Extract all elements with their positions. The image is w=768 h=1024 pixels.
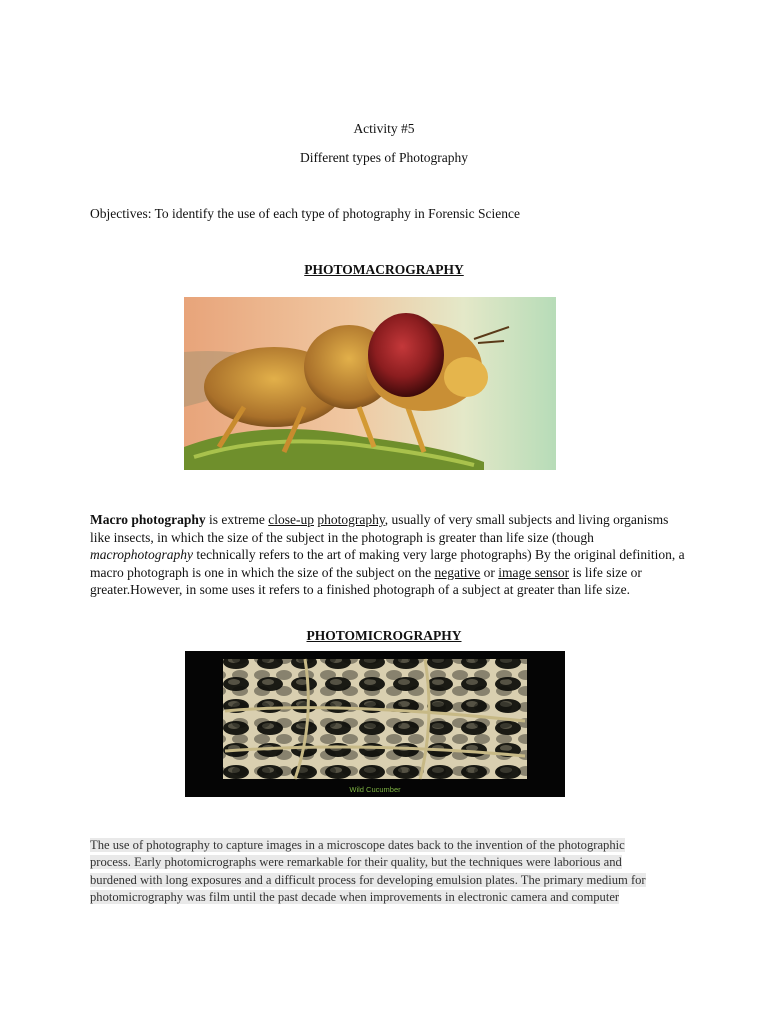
paragraph-line: burdened with long exposures and a difficult process for developing emulsion plates. The primary medium for	[90, 872, 646, 887]
photography-link[interactable]: photography	[317, 512, 385, 527]
macro-photography-term: Macro photography	[90, 512, 206, 527]
close-up-link[interactable]: close-up	[268, 512, 314, 527]
wild-cucumber-micrograph	[185, 651, 565, 797]
micrograph-caption: Wild Cucumber	[349, 785, 401, 794]
photomicrography-heading: PHOTOMICROGRAPHY	[306, 628, 462, 643]
photomacrography-heading: PHOTOMACROGRAPHY	[304, 262, 464, 277]
paragraph-line: photomicrography was film until the past decade when improvements in electronic camera and computer	[90, 889, 620, 904]
insect-macro-photo	[184, 297, 556, 470]
photomicrography-paragraph	[90, 837, 680, 906]
paragraph-line: The use of photography to capture images in a microscope dates back to the invention of the photographic	[90, 838, 625, 852]
macro-photography-paragraph: Macro photography is extreme close-up photography, usually of very small subjects and living organisms like insects, in which the size of the subject in the photograph is greater than life size (though macrophotography technically refers to the art of making very large photographs) By the original definition, a macro photograph is one in which the size of the subject on the negative or image sensor is life size or greater.However, in some uses it refers to a finished photograph of a subject at greater than life size.	[90, 512, 685, 598]
paragraph-line: process. Early photomicrographs were remarkable for their quality, but the techniques were laborious and	[90, 855, 622, 870]
macrophotography-italic: macrophotography	[90, 547, 193, 563]
objectives-text: Objectives: To identify the use of each type of photography in Forensic Science	[90, 206, 520, 221]
activity-title: Activity #5	[353, 121, 415, 136]
document-subtitle: Different types of Photography	[299, 150, 469, 165]
image-sensor-link[interactable]: image sensor	[498, 564, 570, 580]
negative-link[interactable]: negative	[434, 564, 481, 580]
